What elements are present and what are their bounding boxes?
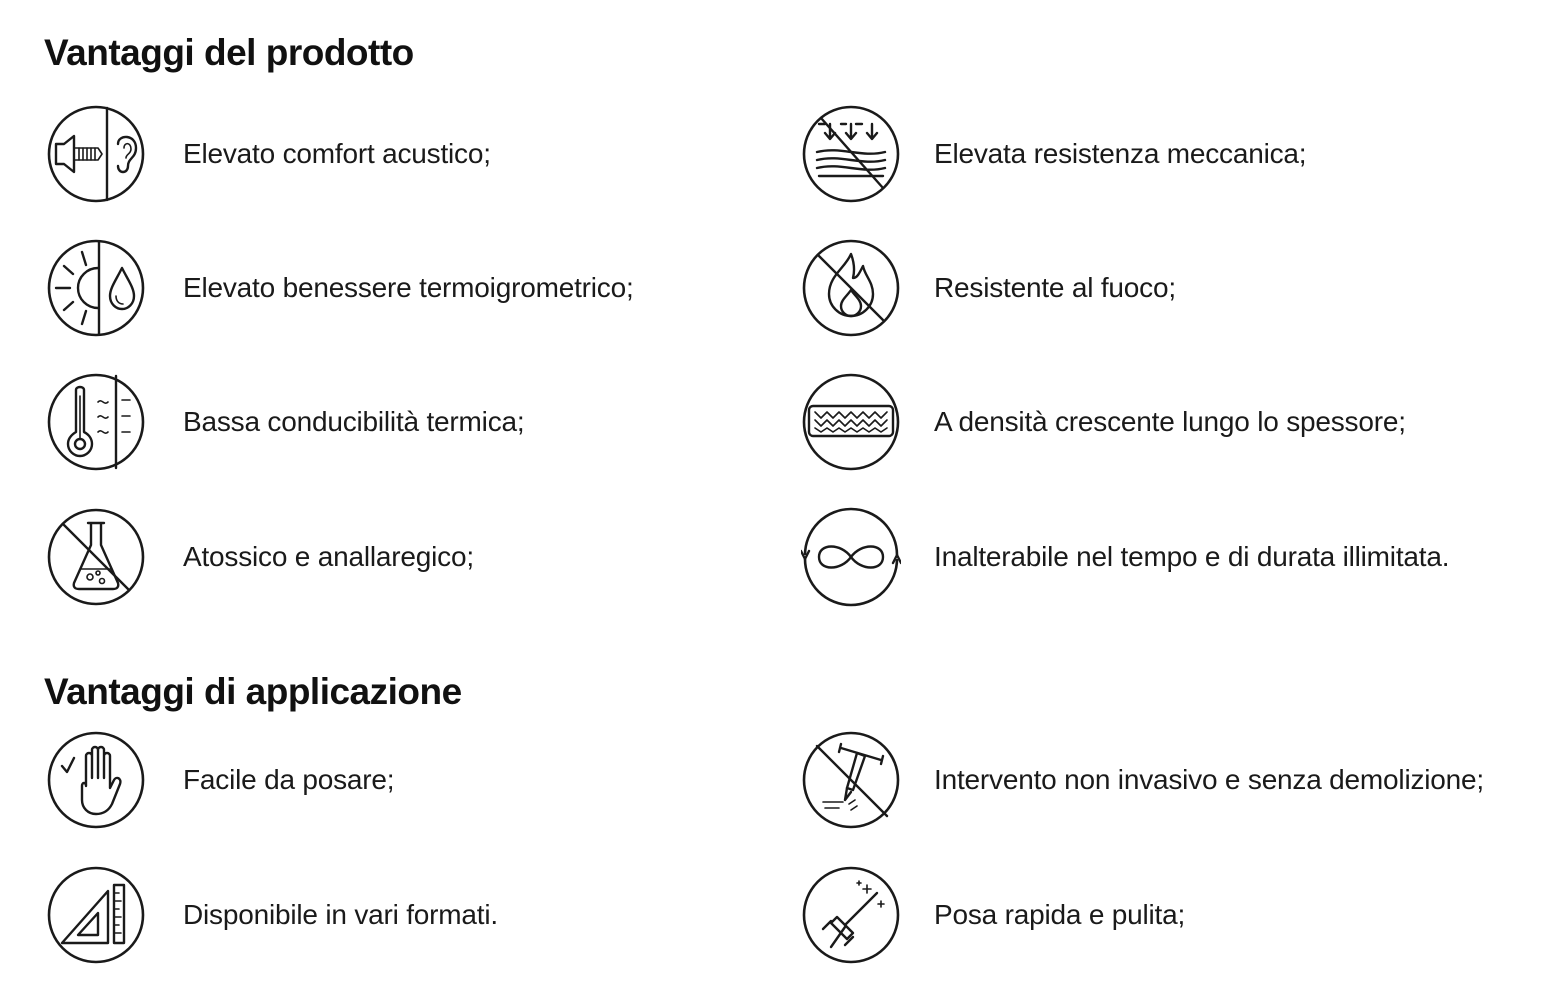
benefit-label: Disponibile in vari formati. <box>183 899 498 930</box>
fire-resistant-icon <box>801 238 901 338</box>
benefit-label: Elevato comfort acustico; <box>183 138 491 169</box>
benefit-label: A densità crescente lungo lo spessore; <box>934 406 1406 437</box>
thermometer-icon <box>46 372 146 472</box>
quick-clean-install-icon <box>801 865 901 965</box>
benefit-item-acoustic <box>46 104 491 204</box>
benefit-label: Bassa conducibilità termica; <box>183 406 525 437</box>
benefit-item-mechanical-resistance <box>801 104 1306 204</box>
density-layer-icon <box>801 372 901 472</box>
acoustic-icon <box>46 104 146 204</box>
benefit-item-quick-clean <box>801 865 1185 965</box>
benefit-label: Atossico e anallaregico; <box>183 541 474 572</box>
benefit-item-non-invasive <box>801 730 1484 830</box>
set-square-ruler-icon <box>46 865 146 965</box>
benefit-label: Intervento non invasivo e senza demolizione; <box>934 764 1484 795</box>
benefit-item-durability <box>801 507 1449 607</box>
benefit-label: Resistente al fuoco; <box>934 272 1176 303</box>
benefit-item-non-toxic <box>46 507 474 607</box>
benefit-label: Posa rapida e pulita; <box>934 899 1186 930</box>
non-toxic-flask-icon <box>46 507 146 607</box>
benefit-label: Inalterabile nel tempo e di durata illimitata. <box>934 541 1450 572</box>
mechanical-resistance-icon <box>801 104 901 204</box>
benefit-item-formats <box>46 865 498 965</box>
no-demolition-hammer-icon <box>801 730 901 830</box>
section-title-product: Vantaggi del prodotto <box>44 32 414 73</box>
benefit-label: Facile da posare; <box>183 764 395 795</box>
benefit-item-easy-install <box>46 730 394 830</box>
benefit-item-density <box>801 372 1406 472</box>
benefit-item-fire-resistant <box>801 238 1176 338</box>
benefit-label: Elevato benessere termoigrometrico; <box>183 272 634 303</box>
infinity-icon <box>801 507 901 607</box>
benefit-item-thermo-hygrometric <box>46 238 634 338</box>
section-title-application: Vantaggi di applicazione <box>44 671 462 712</box>
hand-icon <box>46 730 146 830</box>
benefit-label: Elevata resistenza meccanica; <box>934 138 1307 169</box>
thermo-hygrometric-icon <box>46 238 146 338</box>
benefit-item-thermal-conductivity <box>46 372 524 472</box>
